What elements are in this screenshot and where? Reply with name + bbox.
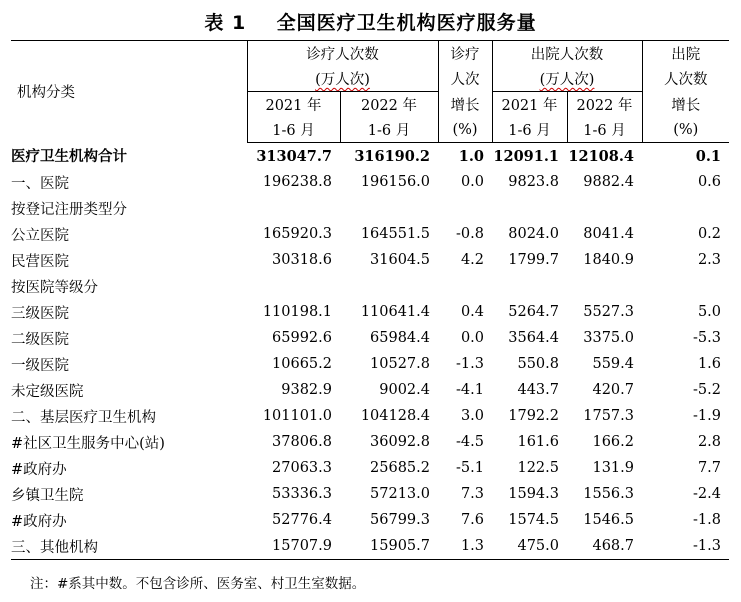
- row-label: 乡镇卫生院: [11, 487, 84, 504]
- table-row: [11, 403, 729, 429]
- table-row: [11, 429, 729, 455]
- cell-visits-2021: 27063.3: [272, 460, 332, 476]
- cell-discharge-growth: 0.6: [697, 174, 721, 190]
- cell-visits-growth: 0.4: [460, 304, 484, 320]
- row-label: #政府办: [11, 513, 67, 530]
- cell-visits-growth: 1.0: [458, 147, 484, 165]
- cell-visits-2022: 65984.4: [370, 330, 430, 346]
- cell-discharge-2021: 12091.1: [493, 147, 559, 165]
- cell-discharge-2022: 12108.4: [568, 147, 634, 165]
- header-discharge-group-line1: 出院人次数: [492, 41, 642, 67]
- cell-discharge-2021: 1799.7: [508, 252, 559, 268]
- cell-discharge-2021: 8024.0: [508, 226, 559, 242]
- header-category: 机构分类: [11, 41, 247, 143]
- cell-discharge-2022: 3375.0: [583, 330, 634, 346]
- cell-discharge-growth: -1.9: [693, 408, 721, 424]
- row-label: #政府办: [11, 461, 67, 478]
- cell-discharge-growth: [642, 195, 729, 221]
- row-label: 二、基层医疗卫生机构: [11, 409, 156, 426]
- cell-visits-2021: 53336.3: [272, 486, 332, 502]
- header-discharge-2022-period: 1-6 月: [567, 117, 642, 143]
- cell-discharge-2021: 5264.7: [508, 304, 559, 320]
- header-discharge-group-line2: (万人次): [539, 72, 595, 88]
- row-label: 二级医院: [11, 331, 69, 348]
- table-row: [11, 481, 729, 507]
- cell-visits-2022: [340, 195, 438, 221]
- cell-visits-2021: 101101.0: [262, 408, 332, 424]
- header-visits-growth-line3: 增长: [438, 92, 492, 118]
- cell-discharge-2022: 166.2: [592, 434, 634, 450]
- cell-visits-2021: 9382.9: [281, 382, 332, 398]
- cell-discharge-2021: 475.0: [492, 533, 567, 560]
- cell-discharge-2021: 3564.4: [508, 330, 559, 346]
- table-row: [11, 507, 729, 533]
- cell-discharge-growth: [642, 273, 729, 299]
- table-row-total: [11, 143, 729, 170]
- cell-visits-2021: 196238.8: [262, 174, 332, 190]
- table-row: [11, 377, 729, 403]
- cell-visits-growth: 4.2: [460, 252, 484, 268]
- cell-discharge-2022: 1556.3: [583, 486, 634, 502]
- cell-discharge-2021: [492, 195, 567, 221]
- table-row: [11, 455, 729, 481]
- row-label: 未定级医院: [11, 383, 84, 400]
- cell-visits-2021: 65992.6: [272, 330, 332, 346]
- header-discharge-2022-year: 2022 年: [567, 92, 642, 118]
- cell-visits-2022: 56799.3: [370, 512, 430, 528]
- table-row: [11, 325, 729, 351]
- cell-discharge-growth: 7.7: [697, 460, 721, 476]
- cell-discharge-2022: 420.7: [592, 382, 634, 398]
- cell-discharge-2022: 9882.4: [583, 174, 634, 190]
- header-discharge-growth-line3: 增长: [642, 92, 729, 118]
- table-title: 表 1 全国医疗卫生机构医疗服务量: [204, 12, 537, 34]
- row-label: 按登记注册类型分: [11, 201, 127, 218]
- row-label: 三级医院: [11, 305, 69, 322]
- cell-visits-growth: [438, 273, 492, 299]
- cell-visits-2021: [247, 273, 340, 299]
- row-label: 医疗卫生机构合计: [11, 148, 127, 166]
- header-visits-2021-period: 1-6 月: [247, 117, 340, 143]
- cell-visits-growth: 0.0: [460, 174, 484, 190]
- row-label: 一级医院: [11, 357, 69, 374]
- cell-visits-2021: 165920.3: [262, 226, 332, 242]
- cell-discharge-2022: 1840.9: [583, 252, 634, 268]
- cell-visits-2022: 164551.5: [360, 226, 430, 242]
- table-row: [11, 195, 729, 221]
- cell-visits-2022: 31604.5: [370, 252, 430, 268]
- cell-visits-growth: -4.1: [456, 382, 484, 398]
- cell-discharge-2022: [567, 273, 642, 299]
- cell-visits-2022: 25685.2: [370, 460, 430, 476]
- cell-visits-2022: 104128.4: [360, 408, 430, 424]
- row-label: 三、其他机构: [11, 533, 247, 560]
- header-visits-2022-year: 2022 年: [340, 92, 438, 118]
- table-row: [11, 273, 729, 299]
- cell-visits-2022: 36092.8: [370, 434, 430, 450]
- cell-discharge-2022: [567, 195, 642, 221]
- cell-discharge-2021: 9823.8: [508, 174, 559, 190]
- cell-discharge-growth: 1.6: [697, 356, 721, 372]
- cell-discharge-growth: -5.2: [693, 382, 721, 398]
- cell-discharge-2022: 468.7: [567, 533, 642, 560]
- cell-discharge-2021: 1594.3: [508, 486, 559, 502]
- cell-visits-2022: 196156.0: [360, 174, 430, 190]
- cell-visits-2022: 10527.8: [370, 356, 430, 372]
- cell-discharge-2022: 559.4: [592, 356, 634, 372]
- medical-services-table: [11, 40, 729, 560]
- header-visits-growth-line2: 人次: [438, 66, 492, 92]
- cell-discharge-2021: 550.8: [517, 356, 559, 372]
- cell-visits-2021: 15707.9: [247, 533, 340, 560]
- cell-discharge-2022: 1546.5: [583, 512, 634, 528]
- cell-visits-2021: 313047.7: [256, 147, 332, 165]
- cell-discharge-growth: 5.0: [697, 304, 721, 320]
- header-visits-group-line1: 诊疗人次数: [247, 41, 438, 67]
- cell-discharge-2022: 5527.3: [583, 304, 634, 320]
- cell-discharge-2021: 122.5: [517, 460, 559, 476]
- cell-discharge-2022: 8041.4: [583, 226, 634, 242]
- table-row: [11, 351, 729, 377]
- table-row: [11, 533, 729, 560]
- cell-discharge-2022: 131.9: [592, 460, 634, 476]
- cell-discharge-growth: 2.3: [697, 252, 721, 268]
- cell-discharge-growth: 0.1: [695, 147, 721, 165]
- cell-visits-growth: 3.0: [460, 408, 484, 424]
- cell-visits-2021: 52776.4: [272, 512, 332, 528]
- cell-visits-2021: 30318.6: [272, 252, 332, 268]
- cell-visits-2021: 37806.8: [272, 434, 332, 450]
- header-visits-2021-year: 2021 年: [247, 92, 340, 118]
- header-discharge-unit: [492, 66, 642, 92]
- cell-discharge-growth: 2.8: [697, 434, 721, 450]
- cell-visits-growth: 1.3: [438, 533, 492, 560]
- footnote: 注：#系其中数。不包含诊所、医务室、村卫生室数据。: [30, 576, 366, 592]
- cell-discharge-2021: [492, 273, 567, 299]
- cell-discharge-2021: 1574.5: [508, 512, 559, 528]
- header-discharge-growth-line4: (%): [642, 117, 729, 143]
- table-row: [11, 169, 729, 195]
- row-label: 公立医院: [11, 227, 69, 244]
- header-visits-group-line2: (万人次): [315, 72, 370, 88]
- row-label: 按医院等级分: [11, 279, 98, 296]
- cell-visits-growth: [438, 195, 492, 221]
- header-discharge-2021-year: 2021 年: [492, 92, 567, 118]
- cell-visits-2022: [340, 273, 438, 299]
- header-visits-2022-period: 1-6 月: [340, 117, 438, 143]
- table-row: [11, 299, 729, 325]
- cell-discharge-2021: 161.6: [517, 434, 559, 450]
- table-row: [11, 247, 729, 273]
- header-visits-unit: [247, 66, 438, 92]
- header-visits-growth-line1: 诊疗: [438, 41, 492, 67]
- cell-visits-growth: 7.6: [460, 512, 484, 528]
- cell-visits-growth: -1.3: [456, 356, 484, 372]
- cell-visits-2022: 316190.2: [354, 147, 430, 165]
- cell-visits-growth: -0.8: [456, 226, 484, 242]
- cell-discharge-growth: 0.2: [697, 226, 721, 242]
- cell-visits-2022: 15905.7: [340, 533, 438, 560]
- row-label: 民营医院: [11, 253, 69, 270]
- cell-visits-growth: -4.5: [456, 434, 484, 450]
- cell-discharge-2021: 1792.2: [508, 408, 559, 424]
- cell-discharge-2022: 1757.3: [583, 408, 634, 424]
- row-label: #社区卫生服务中心(站): [11, 435, 165, 452]
- cell-discharge-2021: 443.7: [517, 382, 559, 398]
- header-discharge-2021-period: 1-6 月: [492, 117, 567, 143]
- cell-visits-growth: 0.0: [460, 330, 484, 346]
- cell-visits-2021: [247, 195, 340, 221]
- cell-visits-growth: -5.1: [456, 460, 484, 476]
- cell-visits-2021: 10665.2: [272, 356, 332, 372]
- header-discharge-growth-line1: 出院: [642, 41, 729, 67]
- header-discharge-growth-line2: 人次数: [642, 66, 729, 92]
- cell-discharge-growth: -1.8: [693, 512, 721, 528]
- cell-visits-2022: 9002.4: [379, 382, 430, 398]
- cell-visits-2022: 110641.4: [360, 304, 430, 320]
- row-label: 一、医院: [11, 175, 69, 192]
- header-visits-growth-line4: (%): [438, 117, 492, 143]
- cell-discharge-growth: -2.4: [693, 486, 721, 502]
- cell-discharge-growth: -1.3: [642, 533, 729, 560]
- cell-visits-2021: 110198.1: [262, 304, 332, 320]
- cell-discharge-growth: -5.3: [693, 330, 721, 346]
- table-row: [11, 221, 729, 247]
- cell-visits-2022: 57213.0: [370, 486, 430, 502]
- cell-visits-growth: 7.3: [460, 486, 484, 502]
